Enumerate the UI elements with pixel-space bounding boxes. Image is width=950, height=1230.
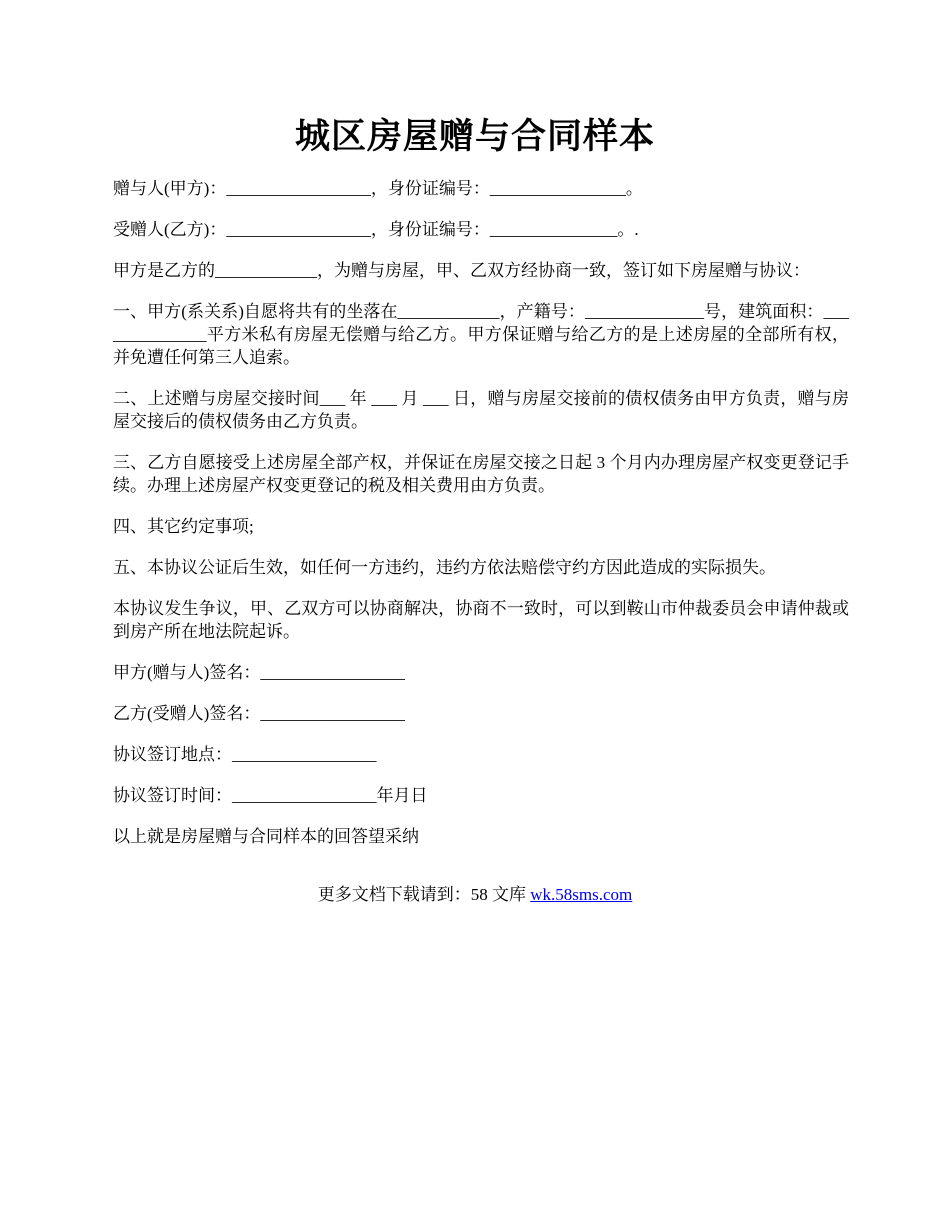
document-title: 城区房屋赠与合同样本 xyxy=(294,117,655,156)
clause-3: 三、乙方自愿接受上述房屋全部产权，并保证在房屋交接之日起 3 个月内办理房屋产权变更登记手续。办理上述房屋产权变更登记的税及相关费用由方负责。 xyxy=(113,453,849,495)
party-b-signature: 乙方(受赠人)签名：_________________ xyxy=(113,704,405,723)
closing-note: 以上就是房屋赠与合同样本的回答望采纳 xyxy=(113,827,419,846)
intro-paragraph: 甲方是乙方的____________，为赠与房屋，甲、乙双方经协商一致，签订如下房屋赠与协议： xyxy=(113,261,810,280)
donor-line: 赠与人(甲方)：_________________，身份证编号：________________。 xyxy=(113,179,643,198)
dispute-clause: 本协议发生争议，甲、乙双方可以协商解决，协商不一致时，可以到鞍山市仲裁委员会申请仲裁或到房产所在地法院起诉。 xyxy=(113,599,849,641)
signing-place: 协议签订地点：_________________ xyxy=(113,745,377,764)
clause-5: 五、本协议公证后生效，如任何一方违约，违约方依法赔偿守约方因此造成的实际损失。 xyxy=(113,558,776,577)
footer-link[interactable]: wk.58sms.com xyxy=(530,885,633,904)
document-body xyxy=(113,177,849,866)
party-a-signature: 甲方(赠与人)签名：_________________ xyxy=(113,663,405,682)
footer-prefix: 更多文档下载请到：58 文库 xyxy=(317,885,531,904)
clause-2: 二、上述赠与房屋交接时间___ 年 ___ 月 ___ 日，赠与房屋交接前的债权债务由甲方负责，赠与房屋交接后的债权债务由乙方负责。 xyxy=(113,389,849,431)
clause-1: 一、甲方(系关系)自愿将共有的坐落在____________，产籍号：______________号，建筑面积：______________平方米私有房屋无偿赠与给乙方。甲方保证赠与给乙方的是上述房屋的全部所有权，并免遭任何第三人追索。 xyxy=(113,302,849,367)
recipient-line: 受赠人(乙方)：_________________，身份证编号：_______________。. xyxy=(113,220,639,239)
download-footer xyxy=(0,883,950,906)
clause-4: 四、其它约定事项; xyxy=(113,517,254,536)
signing-date: 协议签订时间：_________________年月日 xyxy=(113,786,428,805)
